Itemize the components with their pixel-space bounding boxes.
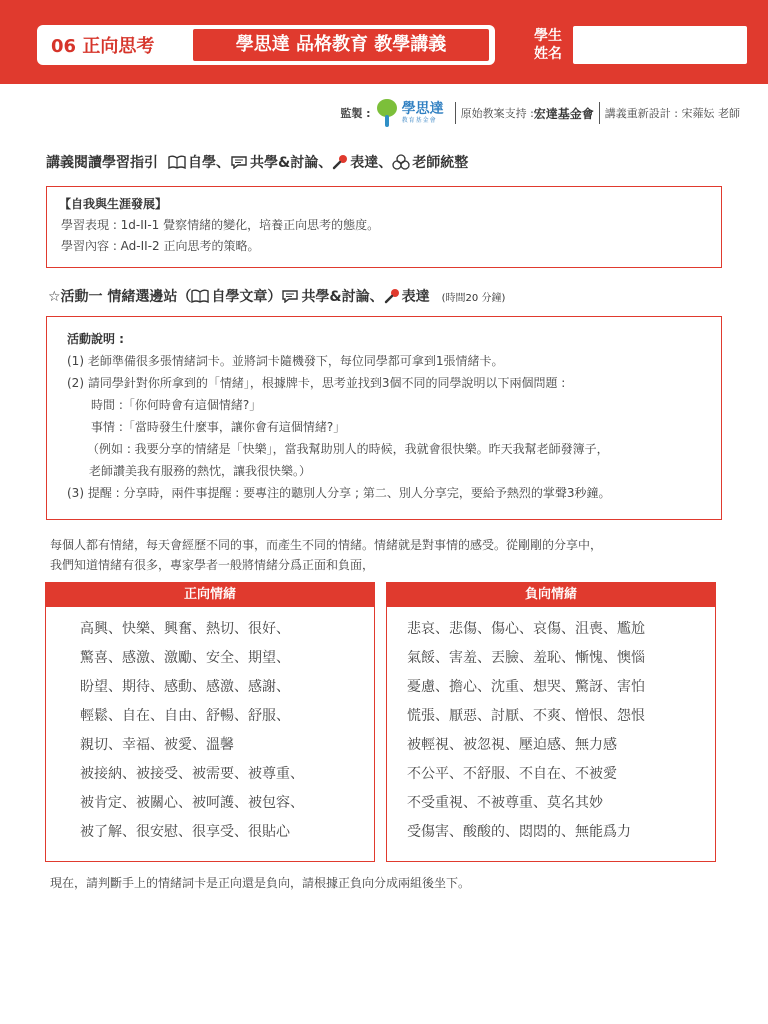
teacher-circles-icon [392, 154, 410, 170]
microphone-icon [332, 154, 348, 170]
intro-paragraph-line-1: 每個人都有情緒，每天會經歷不同的事，而產生不同的情緒。情緒就是對事情的感受。從剛剛的分享中， [50, 538, 603, 552]
list-item: 不受重視、不被尊重、莫名其妙 [407, 795, 603, 811]
learning-performance: 學習表現 : 1d-II-1 覺察情緒的變化，培養正向思考的態度。 [61, 218, 380, 232]
list-item: 盼望、期待、感動、感激、感謝、 [80, 679, 290, 695]
student-name-label: 學生 姓名 [534, 28, 562, 62]
logo-main-text: 學思達 [401, 101, 444, 117]
activity-self-study: 自學文章） [211, 289, 282, 305]
guide-title: 講義閱讀學習指引 [46, 155, 158, 171]
original-org: 宏達基金會 [533, 106, 594, 121]
chat-bubble-icon [281, 289, 299, 303]
guide-teacher: 老師統整 [412, 155, 469, 171]
activity-discuss: 共學&討論、 [301, 289, 384, 305]
foundation-logo [375, 99, 444, 127]
guide-self-study: 自學、 [188, 155, 230, 171]
learning-goals-box [46, 186, 722, 268]
positive-emotions-table [45, 582, 375, 862]
negative-emotions-table [386, 582, 716, 862]
reading-guide [46, 152, 468, 172]
closing-instruction: 現在，請判斷手上的情緒詞卡是正向還是負向，請根據正負向分成兩組後坐下。 [50, 876, 471, 890]
instructions-box [46, 316, 722, 520]
activity-title [48, 286, 505, 306]
book-icon [168, 155, 186, 169]
guide-discuss: 共學&討論、 [250, 155, 333, 171]
learning-content: 學習內容 : Ad-II-2 正向思考的策略。 [61, 239, 260, 253]
instruction-event-question: 事情 :「當時發生什麼事，讓你會有這個情緒?」 [91, 420, 346, 434]
redesign-credit: 講義重新設計 : 宋蕹妘 老師 [604, 107, 740, 120]
divider [599, 102, 600, 124]
list-item: 驚喜、感激、激勵、安全、期望、 [80, 650, 290, 666]
header-bar [0, 0, 768, 84]
list-item: 悲哀、悲傷、傷心、哀傷、沮喪、尷尬 [407, 621, 645, 637]
activity-time: (時間20 分鐘) [441, 292, 506, 304]
original-label: 原始教案支持 : [460, 107, 534, 120]
activity-prefix: ☆活動一 情緒選邊站（ [48, 289, 192, 305]
guide-express: 表達、 [350, 155, 393, 171]
logo-sub-text: 教育基金會 [401, 117, 437, 124]
list-item: 被接納、被接受、被需要、被尊重、 [80, 766, 304, 782]
instructions-title: 活動說明 : [67, 332, 124, 346]
learning-goals-title: 【自我與生涯發展】 [59, 197, 168, 211]
list-item: 不公平、不舒服、不自在、不被愛 [407, 766, 617, 782]
list-item: 氣餒、害羞、丟臉、羞恥、慚愧、懊惱 [407, 650, 645, 666]
negative-emotions-header: 負向情緒 [387, 583, 715, 607]
list-item: 親切、幸福、被愛、溫馨 [80, 737, 234, 753]
list-item: 被了解、很安慰、很享受、很貼心 [80, 824, 290, 840]
positive-emotions-header: 正向情緒 [46, 583, 374, 607]
list-item: 受傷害、酸酸的、悶悶的、無能爲力 [407, 824, 631, 840]
activity-express: 表達 [401, 289, 430, 305]
supervise-label: 監製 : [340, 107, 371, 120]
microphone-icon [384, 288, 400, 304]
credits-line [340, 96, 740, 130]
list-item: 輕鬆、自在、自由、舒暢、舒服、 [80, 708, 290, 724]
student-name-field[interactable] [573, 26, 747, 64]
instruction-example-1: （例如 : 我要分享的情緒是「快樂」，當我幫助別人的時候，我就會很快樂。昨天我幫老師發簿子， [87, 442, 609, 456]
divider [455, 102, 456, 124]
list-item: 慌張、厭惡、討厭、不爽、憎恨、怨恨 [407, 708, 645, 724]
instruction-time-question: 時間 :「你何時會有這個情緒?」 [91, 398, 262, 412]
book-icon [191, 289, 209, 303]
lesson-number: 06 正向思考 [51, 36, 155, 57]
chat-bubble-icon [230, 155, 248, 169]
list-item: 高興、快樂、興奮、熱切、很好、 [80, 621, 290, 637]
instruction-example-2: 老師讚美我有服務的熱忱，讓我很快樂。） [89, 464, 312, 478]
instruction-2: (2) 請同學針對你所拿到的「情緒」，根據牌卡，思考並找到3個不同的同學說明以下兩個問題 : [67, 376, 566, 390]
list-item: 憂慮、擔心、沈重、想哭、驚訝、害怕 [407, 679, 645, 695]
intro-paragraph-line-2: 我們知道情緒有很多，專家學者一般將情緒分爲正面和負面， [50, 558, 375, 572]
instruction-3: (3) 提醒 : 分享時，兩件事提醒 : 要專注的聽別人分享 ; 第二、別人分享完，要給予熱烈的掌聲3秒鐘。 [67, 486, 611, 500]
list-item: 被輕視、被忽視、壓迫感、無力感 [407, 737, 617, 753]
lesson-subtitle: 學思達 品格教育 教學講義 [193, 29, 489, 61]
title-pill [37, 25, 495, 65]
list-item: 被肯定、被關心、被呵護、被包容、 [80, 795, 304, 811]
tree-logo-icon [375, 99, 399, 127]
instruction-1: (1) 老師準備很多張情緒詞卡。並將詞卡隨機發下，每位同學都可拿到1張情緒卡。 [67, 354, 504, 368]
